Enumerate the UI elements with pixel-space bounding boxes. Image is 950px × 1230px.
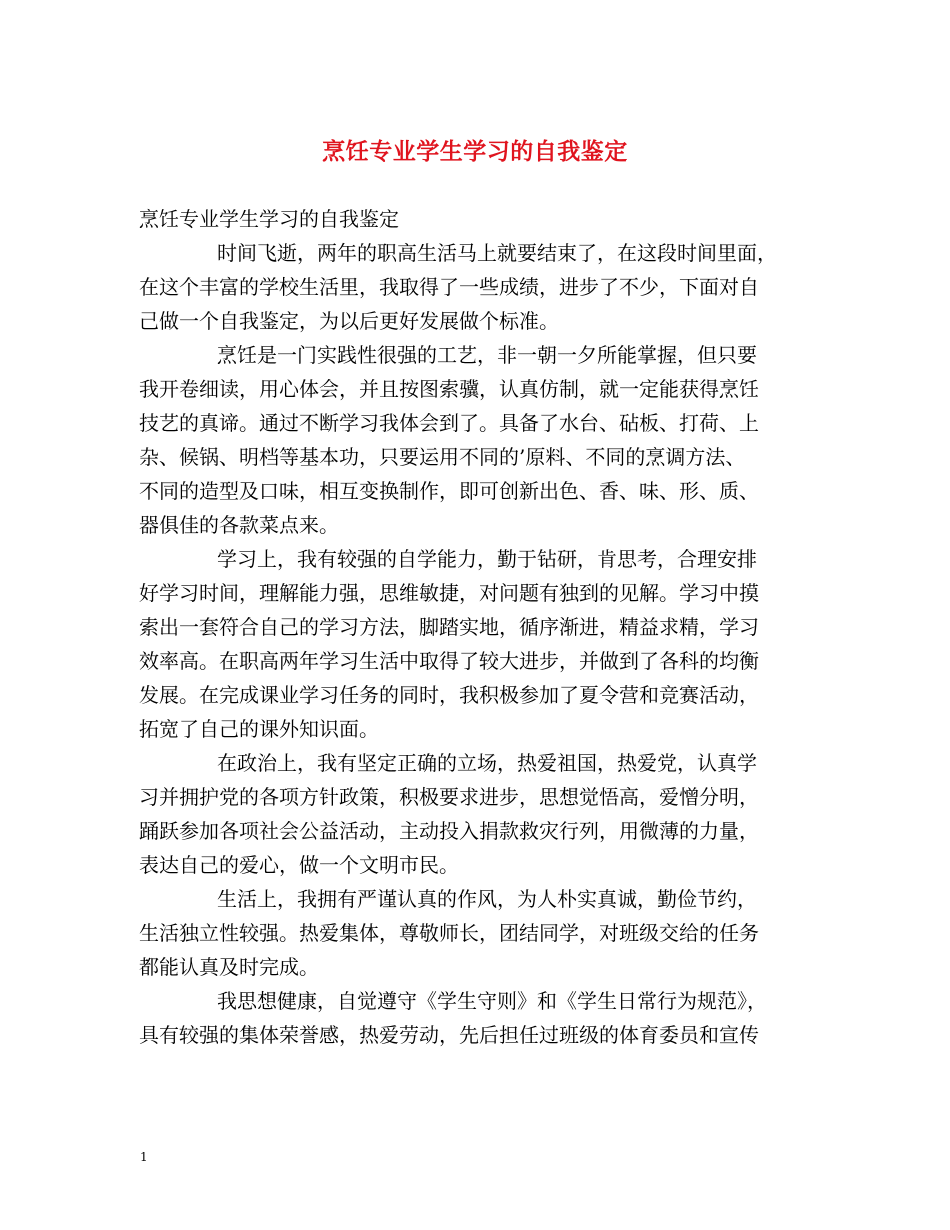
paragraph [139, 236, 829, 338]
paragraph-line: 杂、候锅、明档等基本功，只要运用不同的’原料、不同的烹调方法、 [139, 445, 746, 469]
paragraph-line: 在政治上，我有坚定正确的立场，热爱祖国，热爱党，认真学 [217, 751, 757, 775]
paragraph-line: 发展。在完成课业学习任务的同时，我积极参加了夏令营和竞赛活动， [139, 683, 759, 707]
paragraph-line: 烹饪是一门实践性很强的工艺，非一朝一夕所能掌握，但只要 [217, 343, 757, 367]
paragraph-line: 我思想健康，自觉遵守《学生守则》和《学生日常行为规范》， [217, 989, 767, 1013]
paragraph [139, 746, 829, 882]
paragraph-line: 生活独立性较强。热爱集体，尊敬师长，团结同学，对班级交给的任务 [139, 921, 759, 945]
paragraph [139, 338, 829, 542]
paragraph-line: 时间飞逝，两年的职高生活马上就要结束了，在这段时间里面， [217, 241, 777, 265]
paragraph-line: 都能认真及时完成。 [139, 955, 319, 979]
document-title: 烹饪专业学生学习的自我鉴定 [322, 138, 628, 165]
paragraph-line: 具有较强的集体荣誉感，热爱劳动，先后担任过班级的体育委员和宣传 [139, 1023, 759, 1047]
paragraph-line: 索出一套符合自己的学习方法，脚踏实地，循序渐进，精益求精，学习 [139, 615, 759, 639]
paragraph-line: 习并拥护党的各项方针政策，积极要求进步，思想觉悟高，爱憎分明， [139, 785, 759, 809]
paragraph-line: 学习上，我有较强的自学能力，勤于钻研，肯思考，合理安排 [217, 547, 757, 571]
paragraph [139, 882, 829, 984]
paragraph-line: 好学习时间，理解能力强，思维敏捷，对问题有独到的见解。学习中摸 [139, 581, 759, 605]
paragraph-line: 器俱佳的各款菜点来。 [139, 513, 339, 537]
paragraph-line: 踊跃参加各项社会公益活动，主动投入捐款救灾行列，用微薄的力量， [139, 819, 759, 843]
paragraph-line: 拓宽了自己的课外知识面。 [139, 717, 379, 741]
paragraph-line: 技艺的真谛。通过不断学习我体会到了。具备了水台、砧板、打荷、上 [139, 411, 759, 435]
paragraph-line: 己做一个自我鉴定，为以后更好发展做个标准。 [139, 309, 559, 333]
paragraph-line: 生活上，我拥有严谨认真的作风，为人朴实真诚，勤俭节约， [217, 887, 757, 911]
paragraph-line: 不同的造型及口味，相互变换制作，即可创新出色、香、味、形、质、 [139, 479, 759, 503]
document-body [139, 202, 829, 1052]
document-subtitle: 烹饪专业学生学习的自我鉴定 [139, 207, 399, 231]
paragraph [139, 984, 829, 1052]
paragraph-line: 在这个丰富的学校生活里，我取得了一些成绩，进步了不少，下面对自 [139, 275, 759, 299]
paragraph [139, 542, 829, 746]
paragraph-line: 表达自己的爱心，做一个文明市民。 [139, 853, 459, 877]
paragraph-line: 效率高。在职高两年学习生活中取得了较大进步，并做到了各科的均衡 [139, 649, 759, 673]
paragraph-line: 我开卷细读，用心体会，并且按图索骥，认真仿制，就一定能获得烹饪 [139, 377, 759, 401]
page-number: 1 [140, 1150, 148, 1164]
